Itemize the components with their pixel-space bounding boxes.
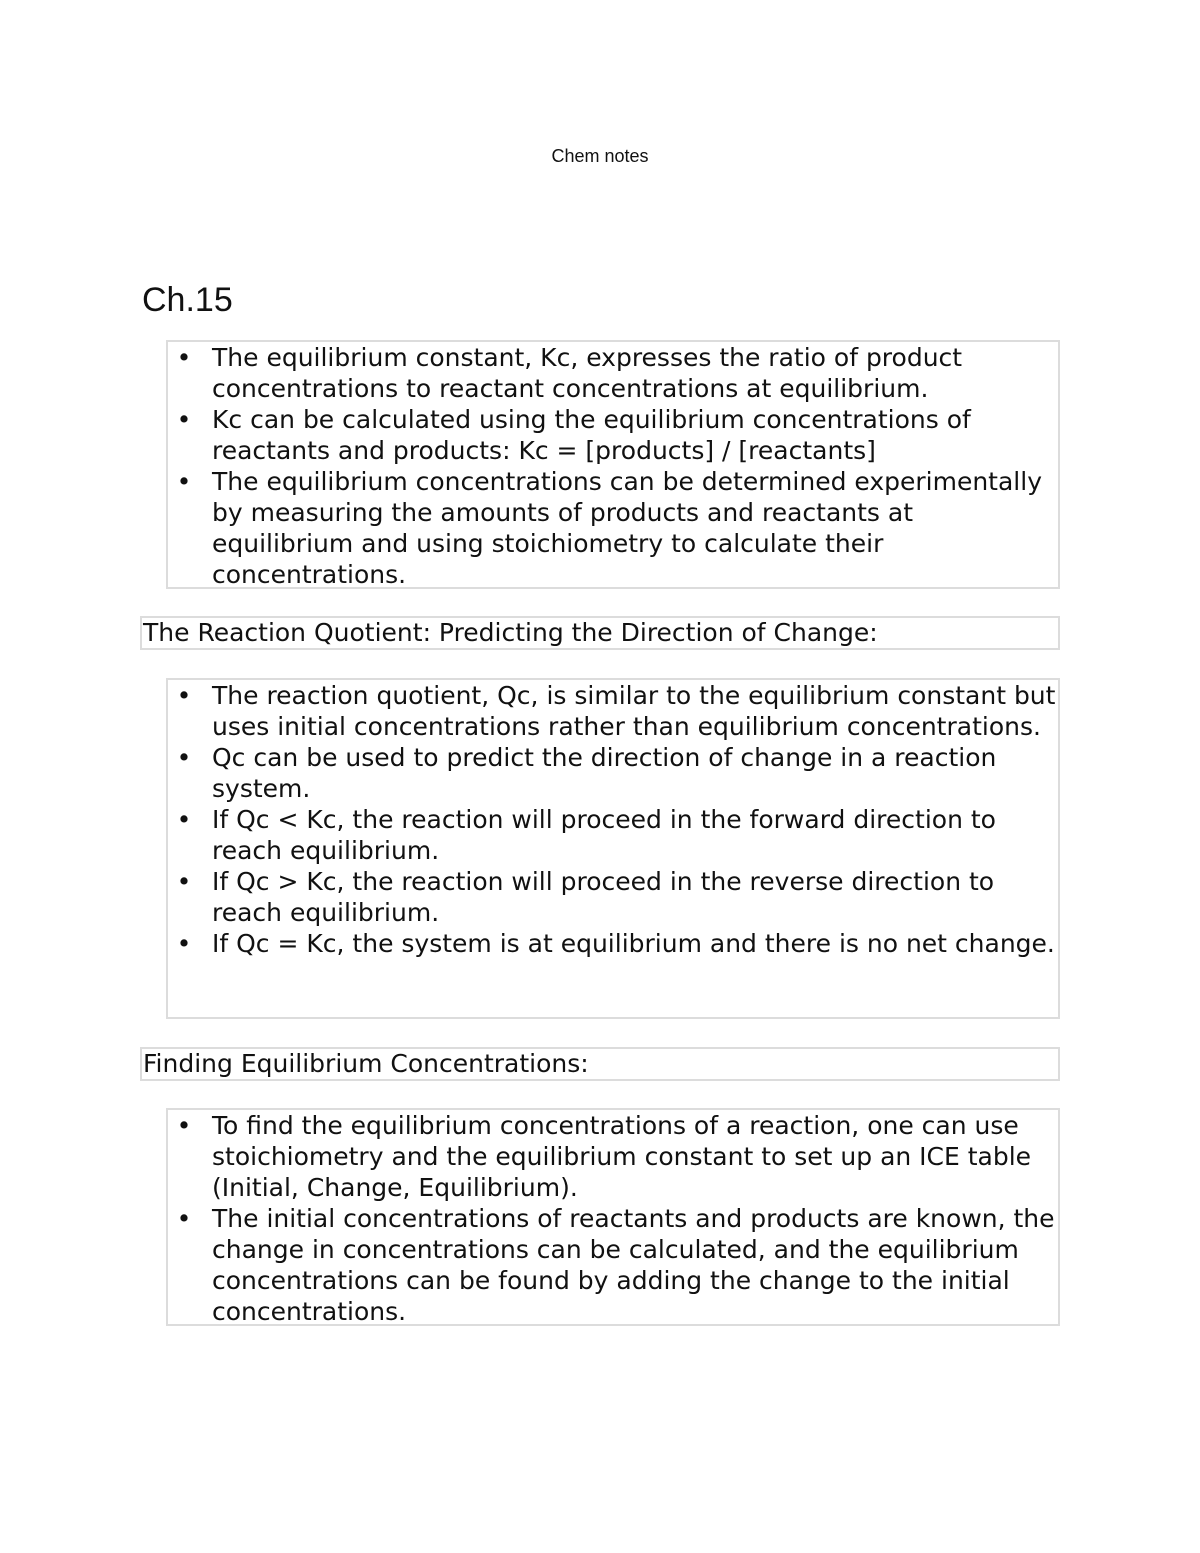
list-item-text: Qc can be used to predict the direction of change in a reaction system. (212, 743, 997, 803)
equilibrium-constant-box (166, 340, 1060, 589)
bullet-icon: • (176, 1111, 192, 1140)
bullet-icon: • (176, 467, 192, 496)
bullet-icon: • (176, 805, 192, 834)
page-header: Chem notes (551, 146, 649, 166)
bullet-icon: • (176, 743, 192, 772)
bullet-list (168, 342, 1058, 590)
bullet-icon: • (176, 929, 192, 958)
bullet-list (168, 1110, 1058, 1327)
list-item-text: If Qc < Kc, the reaction will proceed in the forward direction to reach equilibrium. (212, 805, 996, 865)
list-item (168, 866, 1058, 928)
list-item (168, 928, 1058, 959)
reaction-quotient-box (166, 678, 1060, 1019)
list-item-text: The equilibrium constant, Kc, expresses the ratio of product concentrations to reactant concentrations at equilibrium. (212, 343, 963, 403)
list-item (168, 742, 1058, 804)
list-item-text: If Qc = Kc, the system is at equilibrium and there is no net change. (212, 929, 1055, 958)
list-item-text: Kc can be calculated using the equilibrium concentrations of reactants and products: Kc = [products] / [reactants] (212, 405, 971, 465)
list-item (168, 804, 1058, 866)
list-item-text: The initial concentrations of reactants and products are known, the change in concentrations can be calculated, and the equilibrium concentrations can be found by adding the change to the initial concentrations. (212, 1204, 1055, 1326)
bullet-icon: • (176, 1204, 192, 1233)
bullet-icon: • (176, 405, 192, 434)
list-item-text: To find the equilibrium concentrations of a reaction, one can use stoichiometry and the equilibrium constant to set up an ICE table (Initial, Change, Equilibrium). (212, 1111, 1032, 1202)
reaction-quotient-heading: The Reaction Quotient: Predicting the Direction of Change: (140, 616, 1060, 650)
list-item-text: The reaction quotient, Qc, is similar to the equilibrium constant but uses initial concentrations rather than equilibrium concentrations. (212, 681, 1056, 741)
list-item-text: If Qc > Kc, the reaction will proceed in the reverse direction to reach equilibrium. (212, 867, 995, 927)
bullet-icon: • (176, 867, 192, 896)
bullet-icon: • (176, 343, 192, 372)
bullet-list (168, 680, 1058, 959)
list-item (168, 1110, 1058, 1203)
equilibrium-concentrations-heading: Finding Equilibrium Concentrations: (140, 1047, 1060, 1081)
list-item (168, 680, 1058, 742)
list-item (168, 404, 1058, 466)
list-item (168, 466, 1058, 590)
list-item-text: The equilibrium concentrations can be determined experimentally by measuring the amounts of products and reactants at equilibrium and using stoichiometry to calculate their concentrations. (212, 467, 1042, 589)
chapter-title: Ch.15 (142, 281, 233, 319)
equilibrium-concentrations-box (166, 1108, 1060, 1326)
list-item (168, 1203, 1058, 1327)
bullet-icon: • (176, 681, 192, 710)
list-item (168, 342, 1058, 404)
